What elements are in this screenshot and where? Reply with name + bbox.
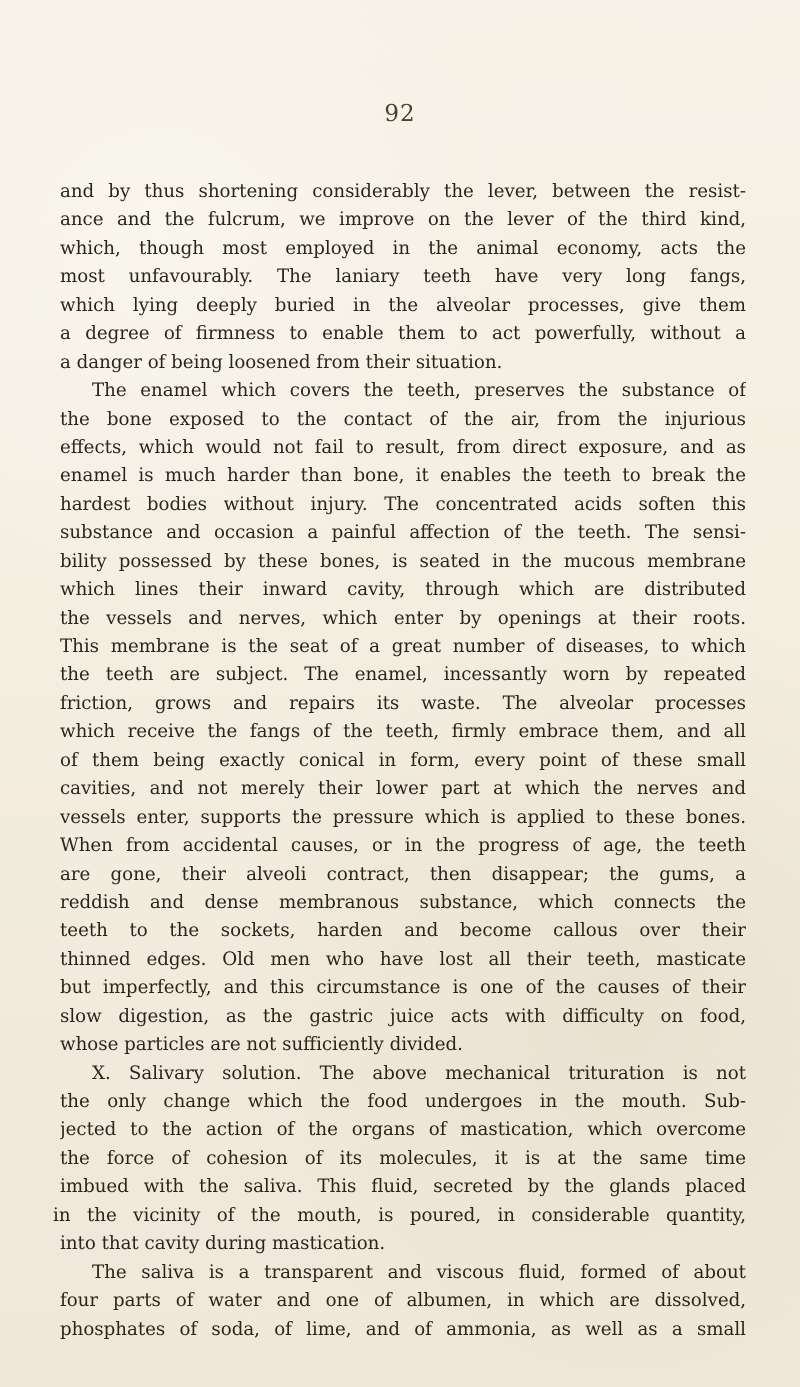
text-line: jected to the action of the organs of mastication, which overcome <box>60 1119 746 1141</box>
text-line: The saliva is a transparent and viscous fluid, formed of about <box>92 1261 746 1283</box>
text-line: whose particles are not sufficiently divided. <box>60 1034 463 1056</box>
text-line: four parts of water and one of albumen, in which are dissolved, <box>60 1290 746 1312</box>
text-line: which receive the fangs of the teeth, firmly embrace them, and all <box>60 721 746 743</box>
text-line: phosphates of soda, of lime, and of ammonia, as well as a small <box>60 1318 746 1340</box>
text-line: which lines their inward cavity, through which are distributed <box>60 579 746 601</box>
text-line: are gone, their alveoli contract, then disappear; the gums, a <box>60 863 746 885</box>
body-text <box>53 178 746 1344</box>
text-line: bility possessed by these bones, is seated in the mucous membrane <box>60 550 746 572</box>
text-line: When from accidental causes, or in the progress of age, the teeth <box>60 835 746 857</box>
text-line: a degree of firmness to enable them to act powerfully, without a <box>60 323 746 345</box>
text-line: but imperfectly, and this circumstance is one of the causes of their <box>60 977 746 999</box>
text-line: reddish and dense membranous substance, which connects the <box>60 891 746 913</box>
text-line: cavities, and not merely their lower part at which the nerves and <box>60 778 746 800</box>
text-line: the only change which the food undergoes in the mouth. Sub- <box>60 1091 746 1112</box>
text-line: which, though most employed in the animal economy, acts the <box>60 237 746 259</box>
text-line: the teeth are subject. The enamel, incessantly worn by repeated <box>60 664 746 686</box>
text-line: teeth to the sockets, harden and become callous over their <box>60 920 746 942</box>
section-heading-line: X. Salivary solution. The above mechanical trituration is not <box>92 1062 746 1084</box>
text-line: which lying deeply buried in the alveolar processes, give them <box>60 294 746 316</box>
text-line: This membrane is the seat of a great number of diseases, to which <box>60 636 746 657</box>
text-line: enamel is much harder than bone, it enables the teeth to break the <box>60 465 746 487</box>
text-line: a danger of being loosened from their situation. <box>60 351 503 373</box>
text-line: most unfavourably. The laniary teeth have very long fangs, <box>60 266 746 288</box>
text-line: the bone exposed to the contact of the air, from the injurious <box>60 408 746 430</box>
text-line: slow digestion, as the gastric juice acts with difficulty on food, <box>60 1005 746 1027</box>
text-line: The enamel which covers the teeth, preserves the substance of <box>92 380 746 402</box>
text-line: effects, which would not fail to result, from direct exposure, and as <box>60 436 746 458</box>
text-line: of them being exactly conical in form, every point of these small <box>60 749 746 771</box>
text-line: friction, grows and repairs its waste. The alveolar processes <box>60 692 746 714</box>
text-line: the force of cohesion of its molecules, it is at the same time <box>60 1147 746 1169</box>
text-line: thinned edges. Old men who have lost all their teeth, masticate <box>60 948 746 970</box>
text-line: the vessels and nerves, which enter by openings at their roots. <box>60 607 746 629</box>
text-line: in the vicinity of the mouth, is poured, in considerable quantity, <box>53 1204 746 1226</box>
text-line: vessels enter, supports the pressure which is applied to these bones. <box>60 806 746 828</box>
text-line: ance and the fulcrum, we improve on the lever of the third kind, <box>60 209 746 231</box>
text-line: hardest bodies without injury. The concentrated acids soften this <box>60 493 746 515</box>
text-line: substance and occasion a painful affection of the teeth. The sensi- <box>60 522 746 544</box>
text-line: imbued with the saliva. This fluid, secreted by the glands placed <box>60 1176 746 1198</box>
text-line: and by thus shortening considerably the lever, between the resist- <box>60 181 746 202</box>
text-line: into that cavity during mastication. <box>60 1233 386 1255</box>
page-number: 92 <box>384 101 416 127</box>
